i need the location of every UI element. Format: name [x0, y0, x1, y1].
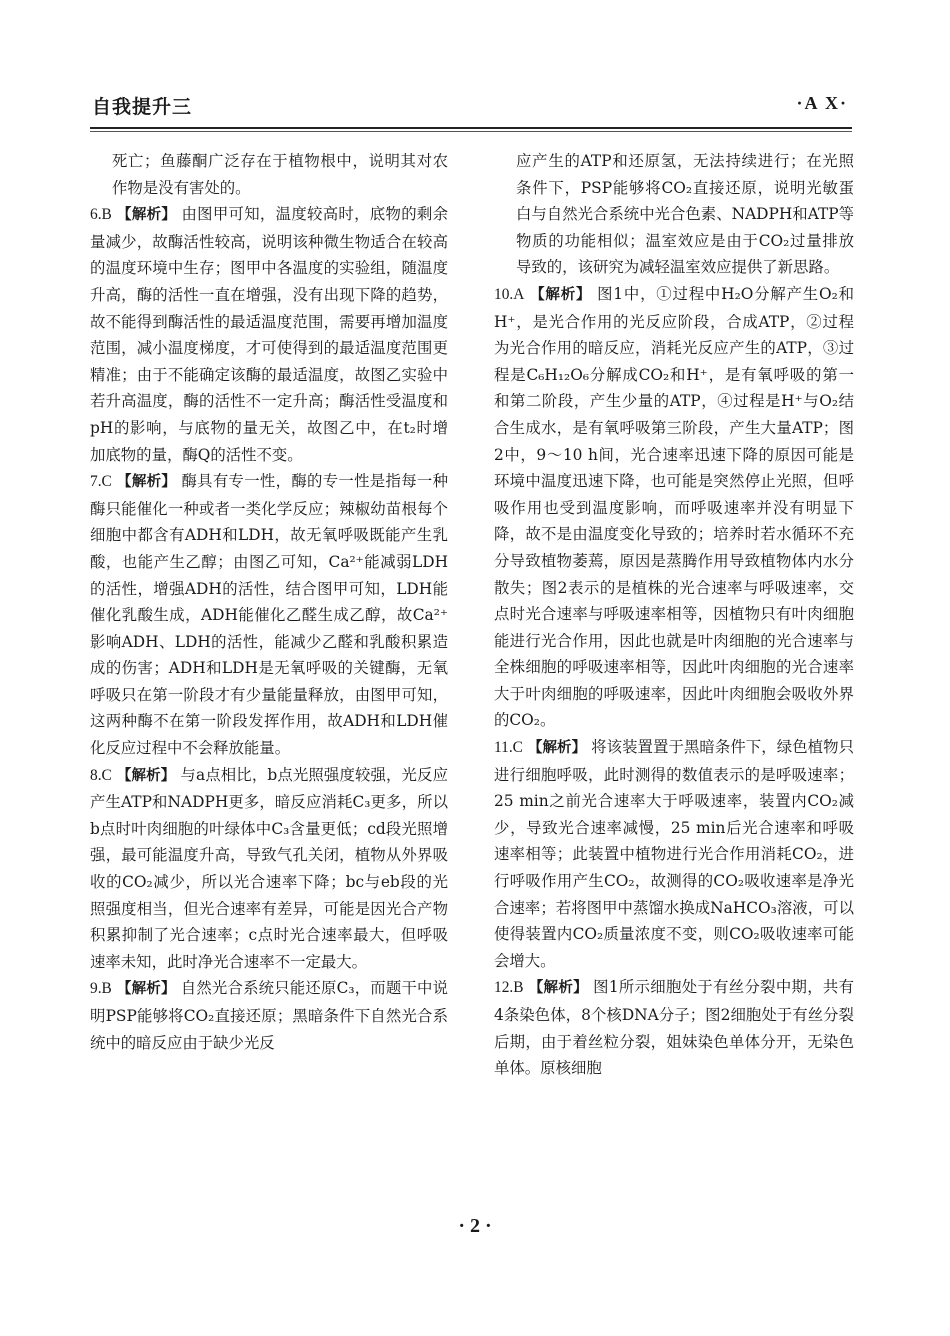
- left-column: [90, 148, 448, 1056]
- analysis-tag: 【解析】: [116, 767, 176, 784]
- section-title: 自我提升三: [92, 96, 193, 118]
- answer-text: 与a点相比，b点光照强度较强，光反应产生ATP和NADPH更多，暗反应消耗C₃更多，所以b点时叶肉细胞的叶绿体中C₃含量更低；cd段光照增强，最可能温度升高，导致气孔关闭，植物从外界吸收的CO₂减少，所以光合速率下降；bc与eb段的光照强度相当，但光合速率有差异，可能是因光合产物积累抑制了光合速率；c点时光合速率最大，但呼吸速率未知，此时净光合速率不一定最大。: [90, 765, 448, 971]
- header-rule-thin: [90, 131, 852, 132]
- answer-item-12: [494, 974, 854, 1081]
- answer-number: 6.B: [90, 206, 112, 224]
- answer-text: 酶具有专一性，酶的专一性是指每一种酶只能催化一种或者一类化学反应；辣椒幼苗根每个细胞中都含有ADH和LDH，故无氧呼吸既能产生乳酸，也能产生乙醇；由图乙可知，Ca²⁺能减弱LDH的活性，增强ADH的活性，结合图甲可知，LDH能催化乳酸生成，ADH能催化乙醛生成乙醇，故Ca²⁺影响ADH、LDH的活性，能减少乙醛和乳酸积累造成的伤害；ADH和LDH是无氧呼吸的关键酶，无氧呼吸只在第一阶段才有少量能量释放，由图甲可知，这两种酶不在第一阶段发挥作用，故ADH和LDH催化反应过程中不会释放能量。: [90, 472, 448, 758]
- answer-number: 12.B: [494, 979, 524, 997]
- edition-code: ·A X·: [796, 93, 848, 113]
- answer-number: 10.A: [494, 285, 525, 303]
- right-column: [494, 148, 854, 1082]
- analysis-tag: 【解析】: [528, 980, 588, 997]
- answer-item-6: [90, 201, 448, 468]
- answer-number: 8.C: [90, 766, 112, 784]
- answer-number: 9.B: [90, 980, 112, 998]
- answer-item-11: [494, 734, 854, 974]
- page-number: · 2 ·: [458, 1215, 492, 1237]
- analysis-tag: 【解析】: [117, 207, 177, 224]
- answer-text: 将该装置置于黑暗条件下，绿色植物只进行细胞呼吸，此时测得的数值表示的是呼吸速率；25 min之前光合速率大于呼吸速率，装置内CO₂减少，导致光合速率减慢，25 min后光合速率和呼吸速率相等；此装置中植物进行光合作用消耗CO₂，进行呼吸作用产生CO₂，故测得的CO₂吸收速率是净光合速率；若将图甲中蒸馏水换成NaHCO₃溶液，可以使得装置内CO₂质量浓度不变，则CO₂吸收速率可能会增大。: [494, 738, 854, 970]
- continuation-text: 死亡；鱼藤酮广泛存在于植物根中，说明其对农作物是没有害处的。: [112, 152, 448, 197]
- analysis-tag: 【解析】: [530, 286, 592, 303]
- continuation-text: 应产生的ATP和还原氢，无法持续进行；在光照条件下，PSP能够将CO₂直接还原，说明光敏蛋白与自然光合系统中光合色素、NADPH和ATP等物质的功能相似；温室效应是由于CO₂过量排放导致的，该研究为减轻温室效应提供了新思路。: [516, 152, 854, 277]
- answer-text: 由图甲可知，温度较高时，底物的剩余量减少，故酶活性较高，说明该种微生物适合在较高的温度环境中生存；图甲中各温度的实验组，随温度升高，酶的活性一直在增强，没有出现下降的趋势，故不能得到酶活性的最适温度范围，需要再增加温度范围，减小温度梯度，才可使得到的最适温度范围更精准；由于不能确定该酶的最适温度，故图乙实验中若升高温度，酶的活性不一定升高；酶活性受温度和pH的影响，与底物的量无关，故图乙中，在t₂时增加底物的量，酶Q的活性不变。: [90, 205, 448, 464]
- answer-item-8: [90, 762, 448, 976]
- answer-item-10: [494, 281, 854, 734]
- answer-number: 7.C: [90, 473, 112, 491]
- answer-number: 11.C: [494, 739, 523, 757]
- analysis-tag: 【解析】: [117, 474, 177, 491]
- answer-text: 图1中，①过程中H₂O分解产生O₂和H⁺，是光合作用的光反应阶段，合成ATP，②过程为光合作用的暗反应，消耗光反应产生的ATP，③过程是C₆H₁₂O₆分解成CO₂和H⁺，是有氧呼吸的第一和第二阶段，产生少量的ATP，④过程是H⁺与O₂结合生成水，是有氧呼吸第三阶段，产生大量ATP；图2中，9～10 h间，光合速率迅速下降的原因可能是环境中温度迅速下降，也可能是突然停止光照，但呼吸作用也受到温度影响，而呼吸速率并没有明显下降，故不是由温度变化导致的；培养时若水循环不充分导致植物萎蔫，原因是蒸腾作用导致植物体内水分散失；图2表示的是植株的光合速率与呼吸速率，交点时光合速率与呼吸速率相等，因植物只有叶肉细胞能进行光合作用，因此也就是叶肉细胞的光合速率与全株细胞的呼吸速率相等，因此叶肉细胞的光合速率大于叶肉细胞的呼吸速率，因此叶肉细胞会吸收外界的CO₂。: [494, 284, 854, 730]
- analysis-tag: 【解析】: [527, 740, 587, 757]
- header-rule-thick: [90, 127, 852, 129]
- answer-item-9: [90, 975, 448, 1056]
- answer-text: 自然光合系统只能还原C₃，而题干中说明PSP能够将CO₂直接还原；黑暗条件下自然光合系统中的暗反应由于缺少光反: [90, 979, 448, 1052]
- analysis-tag: 【解析】: [116, 981, 176, 998]
- page-header: [90, 88, 852, 122]
- answer-item-7: [90, 468, 448, 762]
- answer-text: 图1所示细胞处于有丝分裂中期，共有4条染色体，8个核DNA分子；图2细胞处于有丝分裂后期，由于着丝粒分裂，姐妹染色单体分开，无染色单体。原核细胞: [494, 978, 855, 1078]
